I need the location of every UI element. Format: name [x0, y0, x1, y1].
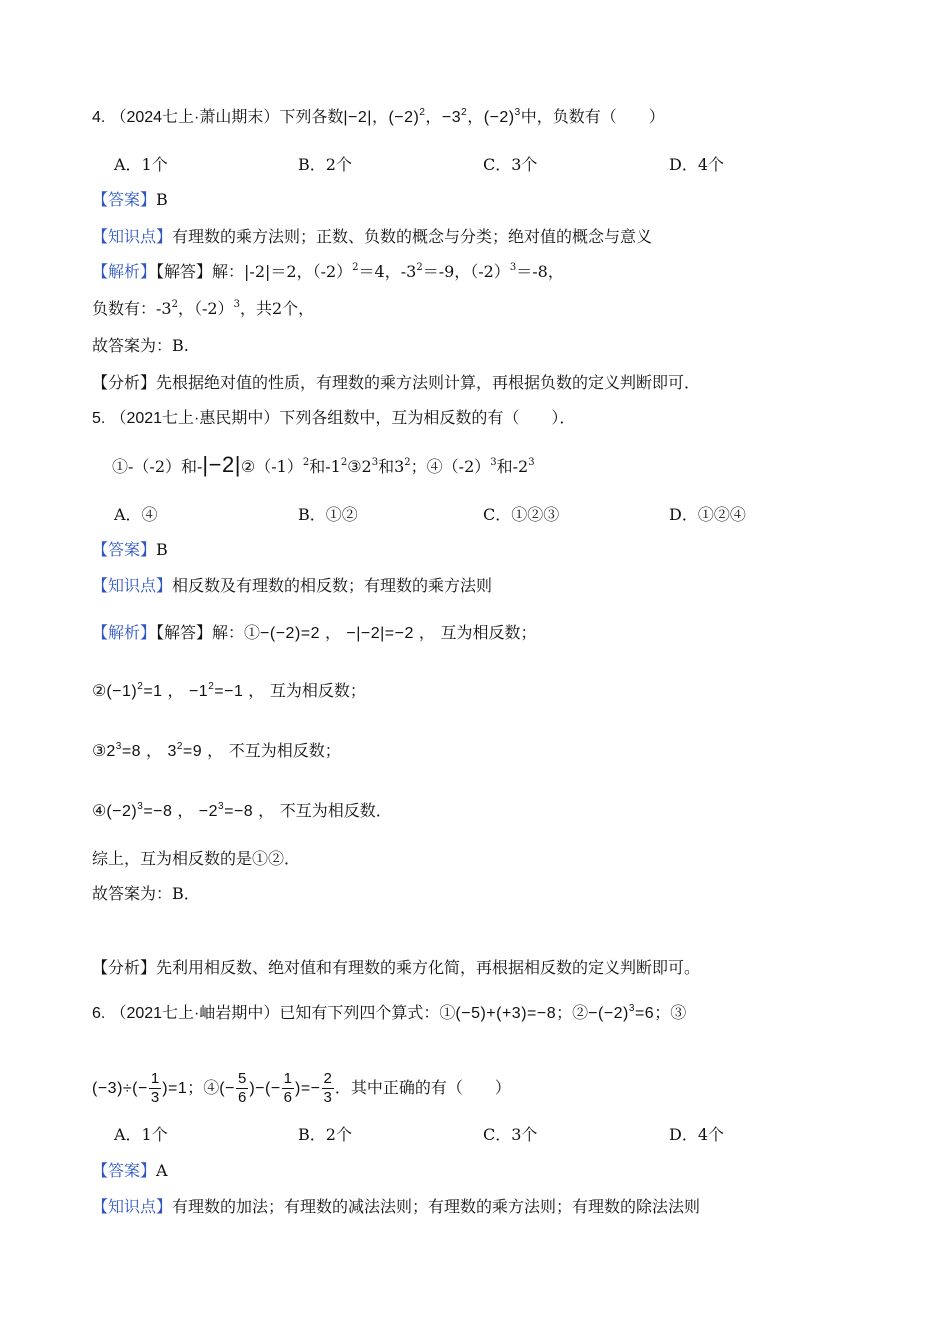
- knowledge-tag: 【知识点】: [92, 576, 173, 595]
- q5-solution-line-4: $④(-2)^3=-8$ ， $-2^3=-8$ ， 不互为相反数．: [92, 801, 392, 820]
- knowledge-tag: 【知识点】: [92, 1197, 173, 1216]
- q4-answer: 【答案】B: [92, 190, 168, 209]
- q4-option-a[interactable]: A．1个: [114, 155, 168, 174]
- q5-solution-line-3: $③2^3=8$ ， $3^2=9$ ， 不互为相反数；: [92, 741, 341, 760]
- q5-option-a[interactable]: A．④: [114, 505, 158, 524]
- q5-option-c[interactable]: C．①②③: [483, 505, 560, 524]
- q5-stem: 5. （2021七上·惠民期中）下列各组数中，互为相反数的有（ ）．: [92, 408, 576, 427]
- q5-analysis: 【分析】先利用相反数、绝对值和有理数的乘方化简，再根据相反数的定义判断即可。: [92, 958, 701, 977]
- q4-option-c[interactable]: C．3个: [483, 155, 538, 174]
- answer-tag: 【答案】: [92, 190, 157, 209]
- q5-option-b[interactable]: B．①②: [298, 505, 358, 524]
- q6-stem-line-2: (−3)÷(− $\frac{1}{3}$ )=1；④(− $\frac{5}{6}$ )−(− $\frac{1}{6}$ )=− $\frac{2}{3}$ ．其中正确的有（ ）: [92, 1070, 511, 1106]
- q4-number: 4.: [92, 109, 106, 126]
- q4-solution-line-1: 【解析】【解答】解：|-2|＝2，$(-2)^2=4$，$-3^2=-9$，$(-2)^3=-8$，: [92, 262, 564, 281]
- q5-solution-line-5: 综上，互为相反数的是①②．: [92, 849, 301, 868]
- q6-option-c[interactable]: C．3个: [483, 1125, 538, 1144]
- answer-tag: 【答案】: [92, 1161, 157, 1180]
- fraction: $\frac{2}{3}$: [323, 1070, 332, 1106]
- q5-solution-line-2: $②(-1)^2=1$ ， $-1^2=-1$ ， 互为相反数；: [92, 681, 366, 700]
- fraction: $\frac{5}{6}$: [237, 1070, 247, 1106]
- q6-option-b[interactable]: B．2个: [298, 1125, 352, 1144]
- q6-knowledge-points: 【知识点】有理数的加法；有理数的减法法则；有理数的乘方法则；有理数的除法法则: [92, 1197, 701, 1216]
- q5-option-d[interactable]: D．①②④: [669, 505, 746, 524]
- q4-analysis: 【分析】先根据绝对值的性质，有理数的乘方法则计算，再根据负数的定义判断即可．: [92, 373, 701, 392]
- q6-option-a[interactable]: A．1个: [114, 1125, 168, 1144]
- q6-option-d[interactable]: D．4个: [669, 1125, 725, 1144]
- answer-tag: 【答案】: [92, 540, 157, 559]
- q6-number: 6.: [92, 1005, 106, 1022]
- q4-option-d[interactable]: D．4个: [669, 155, 725, 174]
- q5-solution-line-6: 故答案为：B．: [92, 884, 200, 903]
- fraction: $\frac{1}{3}$: [150, 1070, 160, 1106]
- fraction: $\frac{1}{6}$: [283, 1070, 292, 1106]
- q4-solution-line-2: 负数有：$-3^2$，$(-2)^3$，共2个，: [92, 299, 315, 318]
- knowledge-tag: 【知识点】: [92, 227, 173, 246]
- q5-source: （2021七上·惠民期中）: [110, 410, 280, 427]
- solution-tag: 【解析】: [92, 262, 157, 281]
- q6-source: （2021七上·岫岩期中）: [110, 1005, 280, 1022]
- q5-solution-line-1: 【解析】【解答】解：①−(−2)=2 ， −|−2|=−2 ， 互为相反数；: [92, 623, 537, 642]
- solution-tag: 【解析】: [92, 623, 157, 642]
- q4-stem: 4. （2024七上·萧山期末）下列各数|−2|，$(-2)^2$，$-3^2$，$(-2)^3$中，负数有（ ）: [92, 107, 665, 126]
- q4-solution-line-3: 故答案为：B.: [92, 336, 189, 355]
- q6-stem-line-1: 6. （2021七上·岫岩期中）已知有下列四个算式：①(−5)+(+3)=−8；$②-(-2)^3=6$；③: [92, 1003, 687, 1022]
- q6-answer: 【答案】A: [92, 1161, 168, 1180]
- q5-knowledge-points: 【知识点】相反数及有理数的相反数；有理数的乘方法则: [92, 576, 493, 595]
- q4-option-b[interactable]: B．2个: [298, 155, 352, 174]
- q5-answer: 【答案】B: [92, 540, 168, 559]
- q5-number: 5.: [92, 410, 106, 427]
- q4-source: （2024七上·萧山期末）: [110, 109, 280, 126]
- q5-items: ①-（-2）和$-|-2|②(-1)^2$和$-1^2③2^3$和$3^2$；$④(-2)^3$和$-2^3$: [112, 452, 535, 477]
- q4-knowledge-points: 【知识点】有理数的乘方法则；正数、负数的概念与分类；绝对值的概念与意义: [92, 227, 653, 246]
